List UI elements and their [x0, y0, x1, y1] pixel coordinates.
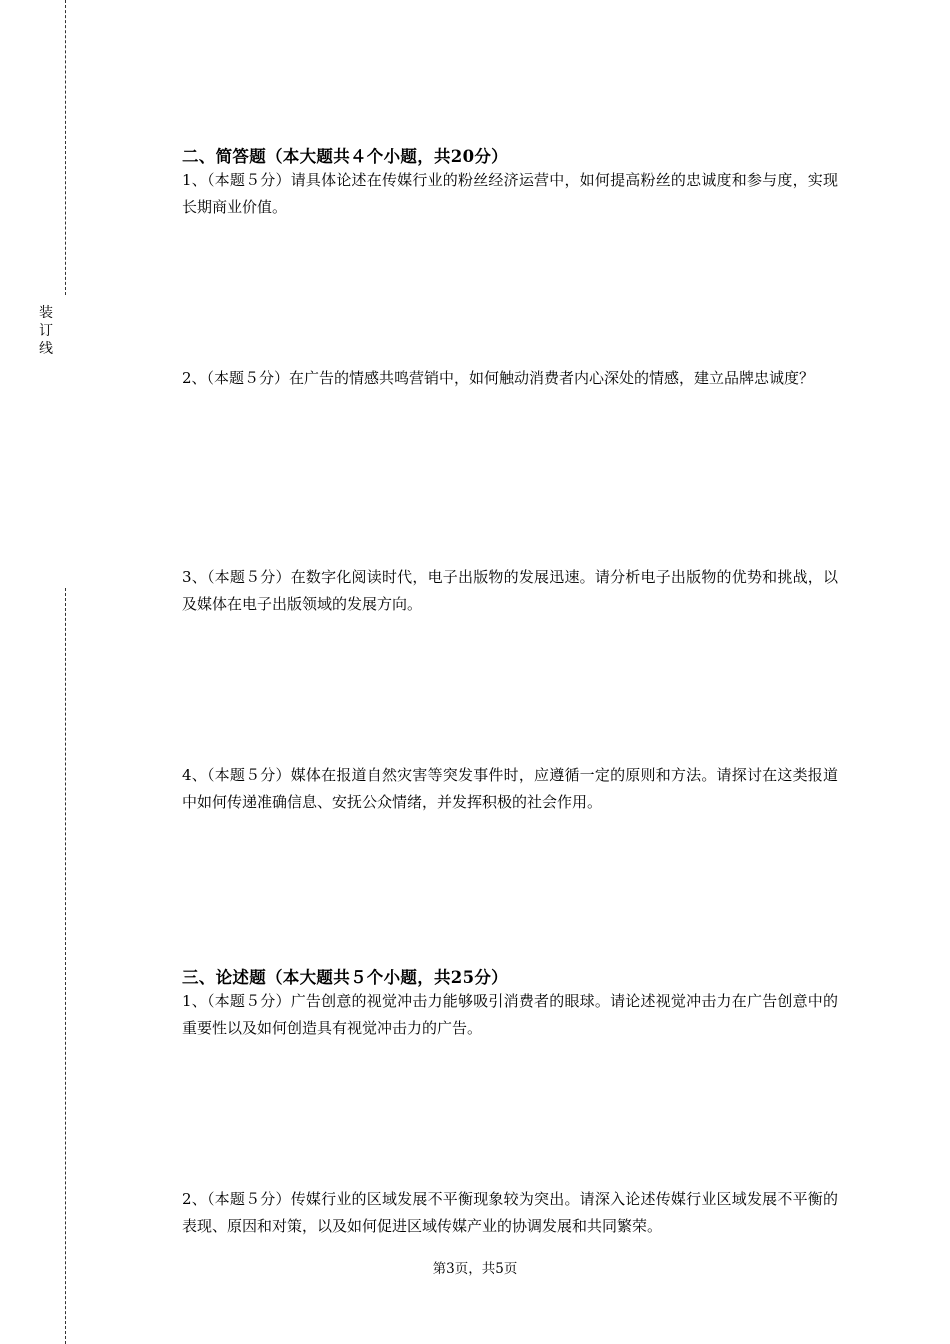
binding-char: 线 [39, 341, 53, 357]
section-title-short-answer: 二、简答题（本大题共４个小题，共20分） [182, 147, 508, 166]
question-3-2: 2、（本题５分）传媒行业的区域发展不平衡现象较为突出。请深入论述传媒行业区域发展不平衡的表现、原因和对策，以及如何促进区域传媒产业的协调发展和共同繁荣。 [182, 1190, 838, 1235]
question-2-1: 1、（本题５分）请具体论述在传媒行业的粉丝经济运营中，如何提高粉丝的忠诚度和参与度，实现长期商业价值。 [182, 171, 838, 216]
binding-line-top [65, 0, 66, 295]
question-3-1: 1、（本题５分）广告创意的视觉冲击力能够吸引消费者的眼球。请论述视觉冲击力在广告创意中的重要性以及如何创造具有视觉冲击力的广告。 [182, 992, 838, 1037]
section-title-essay: 三、论述题（本大题共５个小题，共25分） [182, 968, 508, 987]
question-2-4: 4、（本题５分）媒体在报道自然灾害等突发事件时，应遵循一定的原则和方法。请探讨在这类报道中如何传递准确信息、安抚公众情绪，并发挥积极的社会作用。 [182, 766, 838, 811]
binding-char: 装 [39, 305, 53, 321]
page-number: 第3页，共5页 [432, 1261, 518, 1277]
binding-line-bottom [65, 588, 66, 1344]
binding-label [36, 304, 56, 358]
binding-char: 订 [39, 323, 53, 339]
question-2-3: 3、（本题５分）在数字化阅读时代，电子出版物的发展迅速。请分析电子出版物的优势和挑战，以及媒体在电子出版领域的发展方向。 [182, 568, 838, 613]
question-2-2: 2、（本题５分）在广告的情感共鸣营销中，如何触动消费者内心深处的情感，建立品牌忠诚度？ [182, 369, 815, 387]
